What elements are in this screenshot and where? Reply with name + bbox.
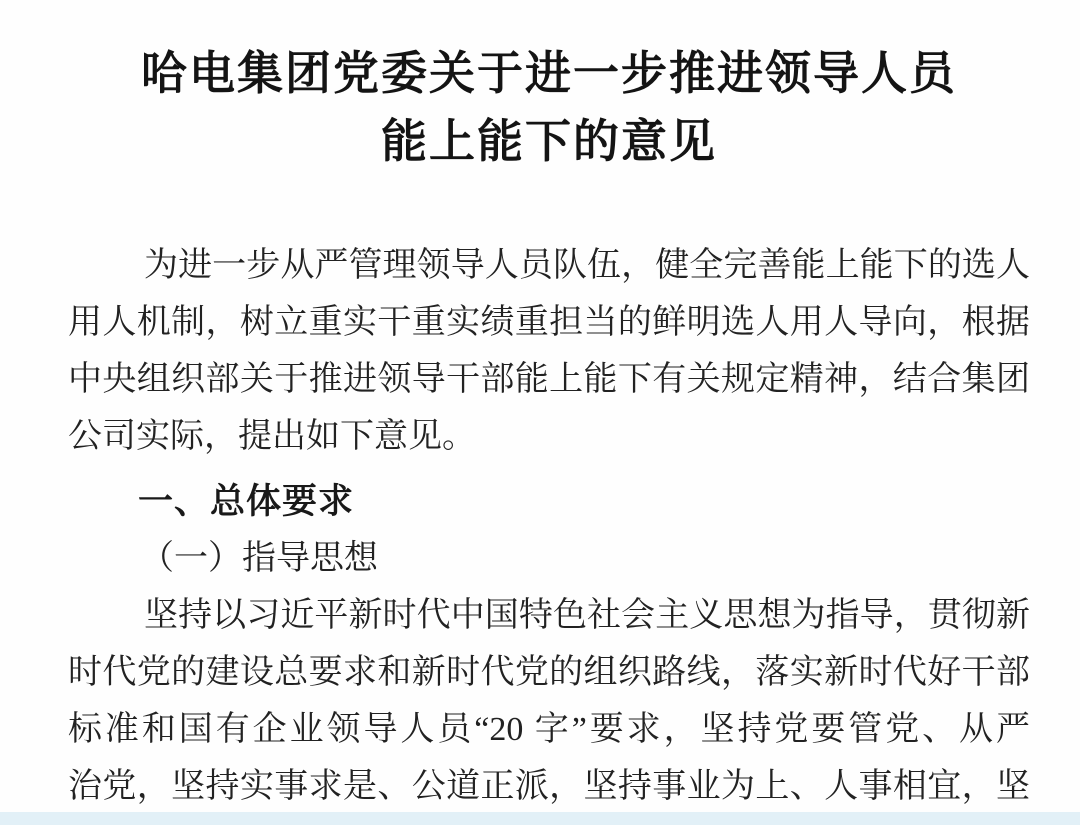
paragraph-line: 中央组织部关于推进领导干部能上能下有关规定精神，结合集团 [68,361,1030,398]
section-heading-overall-requirements: 一、总体要求 [138,482,355,521]
paragraph-line: 用人机制，树立重实干重实绩重担当的鲜明选人用人导向，根据 [68,304,1030,341]
paragraph-line: 坚持以习近平新时代中国特色社会主义思想为指导，贯彻新 [144,597,1030,634]
paragraph-line: 标准和国有企业领导人员“20 字”要求，坚持党要管党、从严 [68,711,1030,748]
paragraph-line: 治党，坚持实事求是、公道正派，坚持事业为上、人事相宜，坚 [68,768,1030,805]
paragraph-line: 为进一步从严管理领导人员队伍，健全完善能上能下的选人 [144,247,1030,284]
intro-paragraph [68,237,1030,465]
bottom-edge-band [0,812,1080,825]
document-content [0,40,1080,815]
document-title-line-1: 哈电集团党委关于进一步推进领导人员 [141,48,957,99]
paragraph-line: 时代党的建设总要求和新时代党的组织路线，落实新时代好干部 [68,654,1030,691]
document-title-line-2: 能上能下的意见 [381,116,717,167]
paragraph-line: 公司实际，提出如下意见。 [68,418,476,455]
document-title [68,40,1030,176]
guiding-ideology-paragraph [68,587,1030,815]
subsection-heading-guiding-ideology: （一）指导思想 [140,540,378,577]
